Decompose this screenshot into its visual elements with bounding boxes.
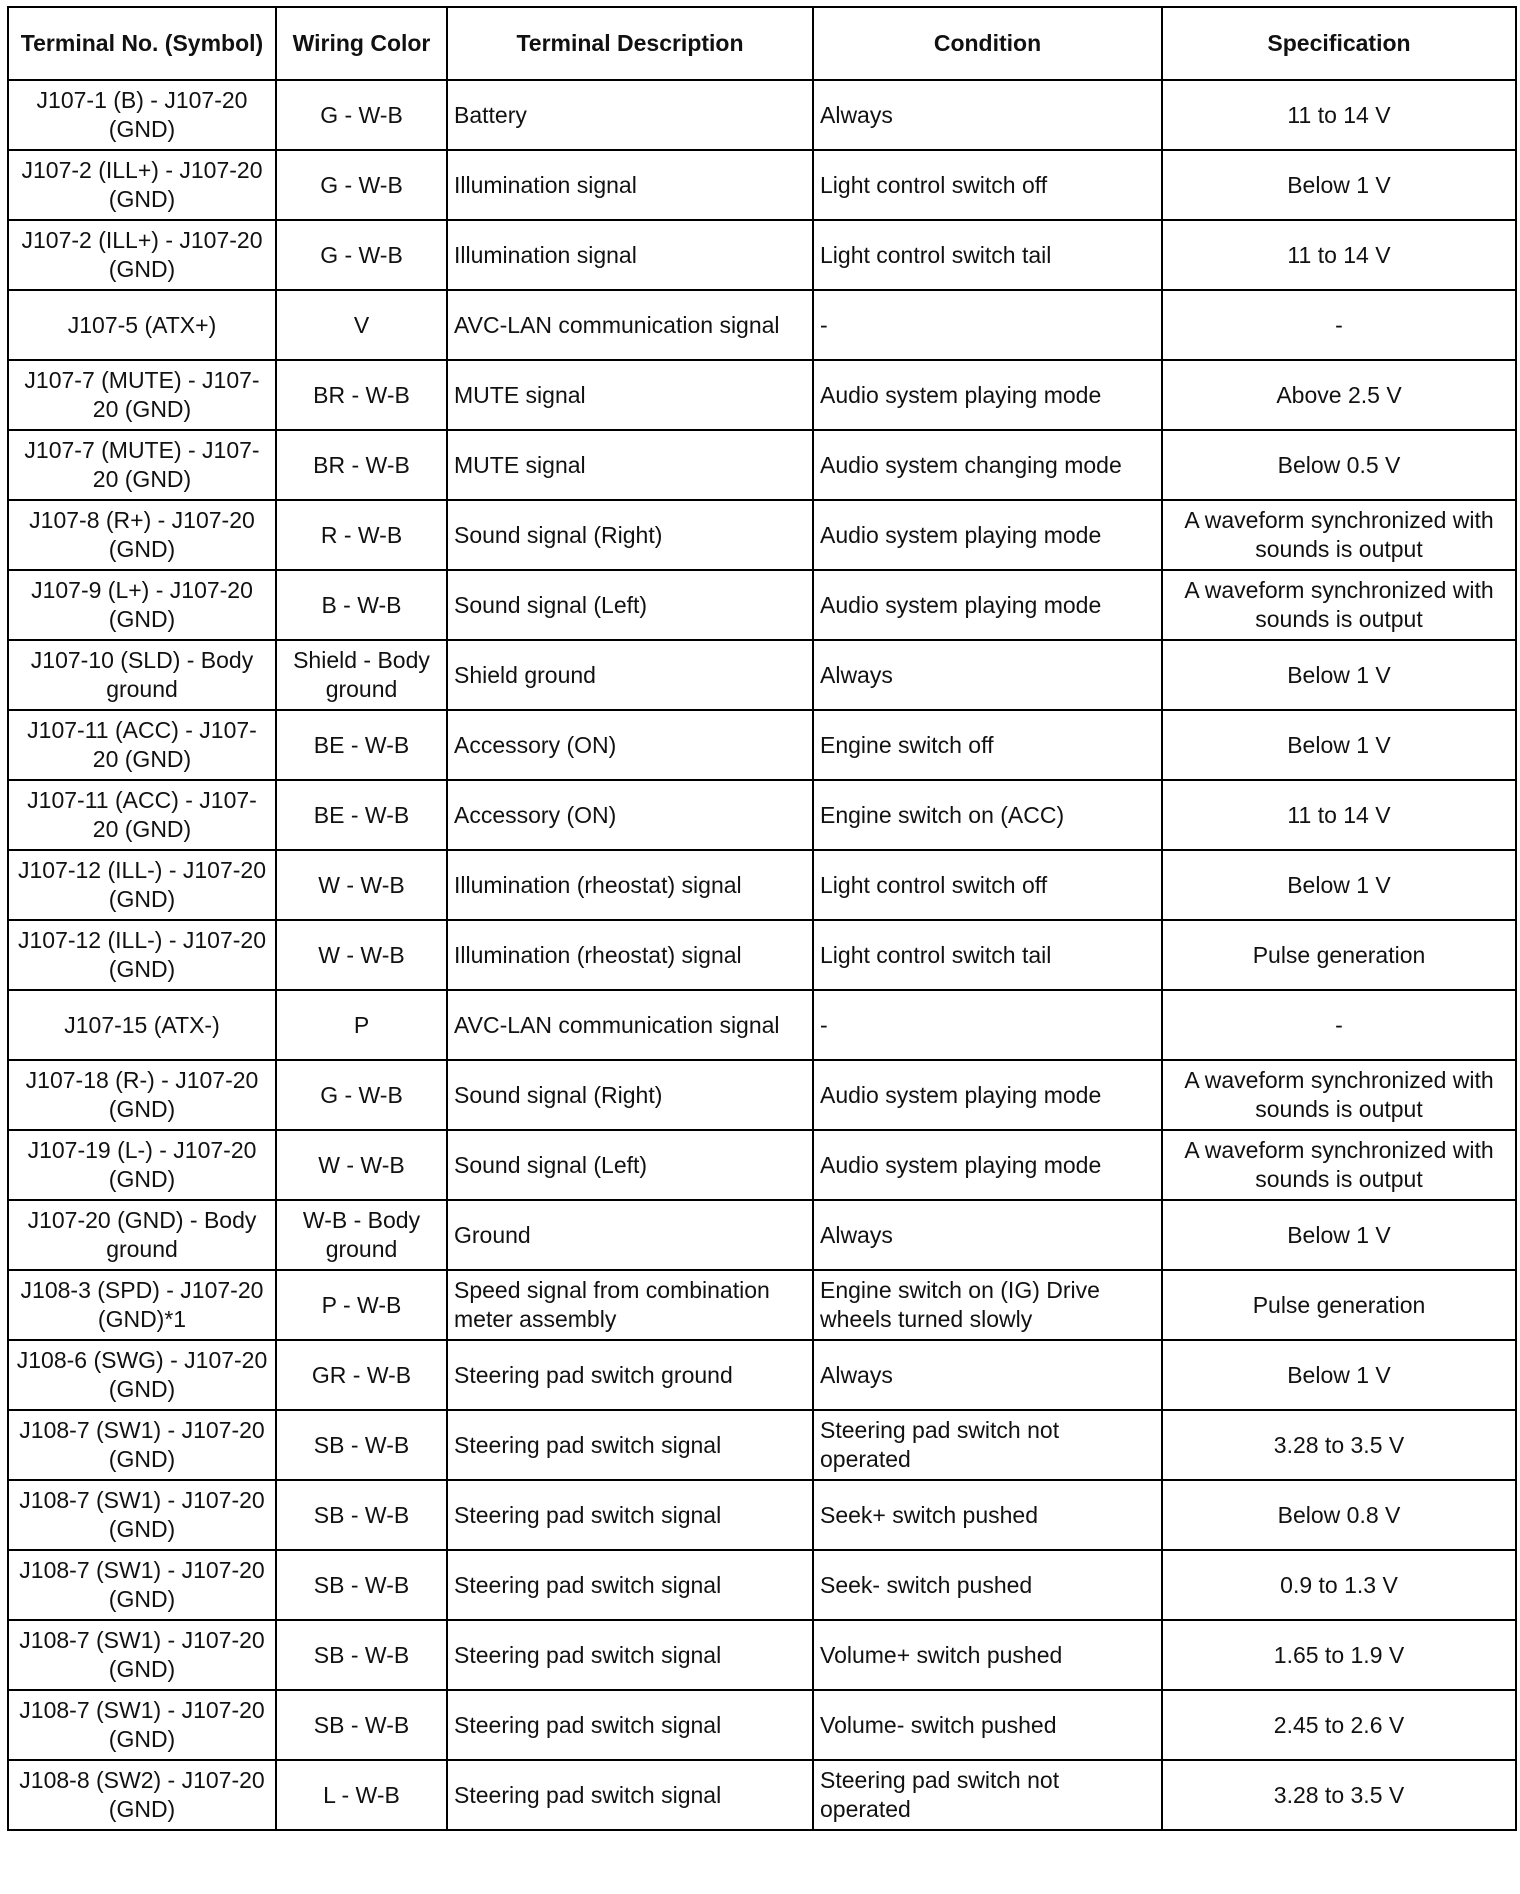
- specification-cell: Pulse generation: [1162, 920, 1516, 990]
- description-cell: Steering pad switch signal: [447, 1410, 813, 1480]
- specification-cell: 11 to 14 V: [1162, 220, 1516, 290]
- table-row: [8, 990, 1516, 1060]
- specification-cell: Below 1 V: [1162, 150, 1516, 220]
- wiring-color-cell: L - W-B: [276, 1760, 447, 1830]
- condition-cell: -: [813, 990, 1162, 1060]
- specification-cell: 3.28 to 3.5 V: [1162, 1760, 1516, 1830]
- table-row: [8, 1340, 1516, 1410]
- condition-cell: Audio system playing mode: [813, 1060, 1162, 1130]
- description-cell: Battery: [447, 80, 813, 150]
- description-cell: Steering pad switch ground: [447, 1340, 813, 1410]
- table-row: [8, 150, 1516, 220]
- description-cell: Sound signal (Left): [447, 570, 813, 640]
- table-row: [8, 1760, 1516, 1830]
- specification-cell: 0.9 to 1.3 V: [1162, 1550, 1516, 1620]
- table-row: [8, 1620, 1516, 1690]
- specification-cell: -: [1162, 290, 1516, 360]
- terminal-cell: J107-11 (ACC) - J107-20 (GND): [8, 710, 276, 780]
- terminal-cell: J107-20 (GND) - Body ground: [8, 1200, 276, 1270]
- header-terminal-description: Terminal Description: [447, 7, 813, 80]
- description-cell: MUTE signal: [447, 360, 813, 430]
- wiring-color-cell: GR - W-B: [276, 1340, 447, 1410]
- terminal-cell: J107-7 (MUTE) - J107-20 (GND): [8, 430, 276, 500]
- table-row: [8, 360, 1516, 430]
- description-cell: Illumination (rheostat) signal: [447, 850, 813, 920]
- terminal-cell: J107-15 (ATX-): [8, 990, 276, 1060]
- description-cell: Illumination signal: [447, 150, 813, 220]
- wiring-color-cell: P: [276, 990, 447, 1060]
- wiring-color-cell: SB - W-B: [276, 1480, 447, 1550]
- terminal-cell: J107-5 (ATX+): [8, 290, 276, 360]
- description-cell: Accessory (ON): [447, 780, 813, 850]
- header-wiring-color: Wiring Color: [276, 7, 447, 80]
- header-condition: Condition: [813, 7, 1162, 80]
- terminal-cell: J107-9 (L+) - J107-20 (GND): [8, 570, 276, 640]
- specification-cell: 1.65 to 1.9 V: [1162, 1620, 1516, 1690]
- table-header: [8, 7, 1516, 80]
- specification-cell: 11 to 14 V: [1162, 780, 1516, 850]
- condition-cell: Light control switch tail: [813, 920, 1162, 990]
- specification-cell: Below 1 V: [1162, 1340, 1516, 1410]
- wiring-color-cell: BE - W-B: [276, 710, 447, 780]
- terminal-cell: J108-7 (SW1) - J107-20 (GND): [8, 1620, 276, 1690]
- wiring-color-cell: W - W-B: [276, 1130, 447, 1200]
- wiring-color-cell: W - W-B: [276, 850, 447, 920]
- wiring-color-cell: W - W-B: [276, 920, 447, 990]
- terminal-cell: J108-8 (SW2) - J107-20 (GND): [8, 1760, 276, 1830]
- wiring-color-cell: G - W-B: [276, 150, 447, 220]
- terminal-cell: J108-3 (SPD) - J107-20 (GND)*1: [8, 1270, 276, 1340]
- condition-cell: Volume- switch pushed: [813, 1690, 1162, 1760]
- table-row: [8, 430, 1516, 500]
- wiring-color-cell: BR - W-B: [276, 360, 447, 430]
- terminal-cell: J108-7 (SW1) - J107-20 (GND): [8, 1550, 276, 1620]
- wiring-color-cell: SB - W-B: [276, 1620, 447, 1690]
- terminal-cell: J107-2 (ILL+) - J107-20 (GND): [8, 220, 276, 290]
- table-row: [8, 220, 1516, 290]
- wiring-color-cell: R - W-B: [276, 500, 447, 570]
- wiring-color-cell: P - W-B: [276, 1270, 447, 1340]
- condition-cell: Steering pad switch not operated: [813, 1760, 1162, 1830]
- condition-cell: Audio system playing mode: [813, 1130, 1162, 1200]
- description-cell: Sound signal (Right): [447, 1060, 813, 1130]
- specification-cell: Below 0.8 V: [1162, 1480, 1516, 1550]
- terminal-cell: J107-12 (ILL-) - J107-20 (GND): [8, 850, 276, 920]
- terminal-cell: J107-7 (MUTE) - J107-20 (GND): [8, 360, 276, 430]
- terminal-cell: J107-11 (ACC) - J107-20 (GND): [8, 780, 276, 850]
- specification-cell: A waveform synchronized with sounds is output: [1162, 570, 1516, 640]
- wiring-color-cell: V: [276, 290, 447, 360]
- condition-cell: Audio system playing mode: [813, 500, 1162, 570]
- condition-cell: Always: [813, 1340, 1162, 1410]
- description-cell: AVC-LAN communication signal: [447, 290, 813, 360]
- wiring-color-cell: G - W-B: [276, 80, 447, 150]
- table-row: [8, 1200, 1516, 1270]
- wiring-color-cell: W-B - Body ground: [276, 1200, 447, 1270]
- header-specification: Specification: [1162, 7, 1516, 80]
- description-cell: Steering pad switch signal: [447, 1550, 813, 1620]
- condition-cell: Engine switch on (ACC): [813, 780, 1162, 850]
- description-cell: Illumination signal: [447, 220, 813, 290]
- specification-cell: Above 2.5 V: [1162, 360, 1516, 430]
- description-cell: Ground: [447, 1200, 813, 1270]
- condition-cell: Seek- switch pushed: [813, 1550, 1162, 1620]
- terminal-cell: J108-7 (SW1) - J107-20 (GND): [8, 1410, 276, 1480]
- specification-cell: A waveform synchronized with sounds is output: [1162, 500, 1516, 570]
- description-cell: Steering pad switch signal: [447, 1690, 813, 1760]
- table-row: [8, 1130, 1516, 1200]
- terminal-cell: J108-7 (SW1) - J107-20 (GND): [8, 1690, 276, 1760]
- wiring-color-cell: Shield - Body ground: [276, 640, 447, 710]
- table-row: [8, 1690, 1516, 1760]
- table-body: [8, 80, 1516, 1830]
- specification-cell: A waveform synchronized with sounds is output: [1162, 1130, 1516, 1200]
- condition-cell: Volume+ switch pushed: [813, 1620, 1162, 1690]
- condition-cell: Light control switch tail: [813, 220, 1162, 290]
- terminal-cell: J107-8 (R+) - J107-20 (GND): [8, 500, 276, 570]
- specification-cell: Below 1 V: [1162, 850, 1516, 920]
- condition-cell: Always: [813, 640, 1162, 710]
- specification-cell: -: [1162, 990, 1516, 1060]
- condition-cell: Light control switch off: [813, 850, 1162, 920]
- table-row: [8, 710, 1516, 780]
- specification-cell: Below 1 V: [1162, 640, 1516, 710]
- wiring-color-cell: SB - W-B: [276, 1550, 447, 1620]
- terminal-cell: J108-7 (SW1) - J107-20 (GND): [8, 1480, 276, 1550]
- description-cell: AVC-LAN communication signal: [447, 990, 813, 1060]
- terminal-spec-table: [7, 6, 1517, 1831]
- table-row: [8, 640, 1516, 710]
- wiring-color-cell: BR - W-B: [276, 430, 447, 500]
- table-row: [8, 920, 1516, 990]
- specification-cell: 11 to 14 V: [1162, 80, 1516, 150]
- table-row: [8, 80, 1516, 150]
- terminal-cell: J107-10 (SLD) - Body ground: [8, 640, 276, 710]
- condition-cell: Audio system changing mode: [813, 430, 1162, 500]
- description-cell: MUTE signal: [447, 430, 813, 500]
- table-row: [8, 1550, 1516, 1620]
- terminal-cell: J107-2 (ILL+) - J107-20 (GND): [8, 150, 276, 220]
- specification-cell: 3.28 to 3.5 V: [1162, 1410, 1516, 1480]
- table-row: [8, 850, 1516, 920]
- description-cell: Accessory (ON): [447, 710, 813, 780]
- table-row: [8, 1270, 1516, 1340]
- header-terminal: Terminal No. (Symbol): [8, 7, 276, 80]
- terminal-cell: J107-19 (L-) - J107-20 (GND): [8, 1130, 276, 1200]
- header-row: [8, 7, 1516, 80]
- wiring-color-cell: G - W-B: [276, 220, 447, 290]
- description-cell: Steering pad switch signal: [447, 1760, 813, 1830]
- description-cell: Illumination (rheostat) signal: [447, 920, 813, 990]
- condition-cell: Always: [813, 1200, 1162, 1270]
- table-row: [8, 780, 1516, 850]
- specification-cell: Below 0.5 V: [1162, 430, 1516, 500]
- description-cell: Sound signal (Left): [447, 1130, 813, 1200]
- table-row: [8, 1410, 1516, 1480]
- condition-cell: Seek+ switch pushed: [813, 1480, 1162, 1550]
- wiring-color-cell: SB - W-B: [276, 1690, 447, 1760]
- condition-cell: Audio system playing mode: [813, 360, 1162, 430]
- terminal-cell: J107-1 (B) - J107-20 (GND): [8, 80, 276, 150]
- specification-cell: Below 1 V: [1162, 710, 1516, 780]
- condition-cell: Engine switch on (IG) Drive wheels turned slowly: [813, 1270, 1162, 1340]
- table-row: [8, 500, 1516, 570]
- description-cell: Steering pad switch signal: [447, 1620, 813, 1690]
- condition-cell: Light control switch off: [813, 150, 1162, 220]
- specification-cell: A waveform synchronized with sounds is output: [1162, 1060, 1516, 1130]
- description-cell: Sound signal (Right): [447, 500, 813, 570]
- wiring-color-cell: B - W-B: [276, 570, 447, 640]
- specification-cell: Below 1 V: [1162, 1200, 1516, 1270]
- wiring-color-cell: SB - W-B: [276, 1410, 447, 1480]
- specification-cell: 2.45 to 2.6 V: [1162, 1690, 1516, 1760]
- description-cell: Speed signal from combination meter assembly: [447, 1270, 813, 1340]
- wiring-color-cell: BE - W-B: [276, 780, 447, 850]
- table-row: [8, 570, 1516, 640]
- condition-cell: Engine switch off: [813, 710, 1162, 780]
- condition-cell: -: [813, 290, 1162, 360]
- specification-cell: Pulse generation: [1162, 1270, 1516, 1340]
- terminal-cell: J107-18 (R-) - J107-20 (GND): [8, 1060, 276, 1130]
- table-row: [8, 1060, 1516, 1130]
- wiring-color-cell: G - W-B: [276, 1060, 447, 1130]
- terminal-cell: J107-12 (ILL-) - J107-20 (GND): [8, 920, 276, 990]
- condition-cell: Audio system playing mode: [813, 570, 1162, 640]
- description-cell: Steering pad switch signal: [447, 1480, 813, 1550]
- condition-cell: Always: [813, 80, 1162, 150]
- table-row: [8, 1480, 1516, 1550]
- table-row: [8, 290, 1516, 360]
- condition-cell: Steering pad switch not operated: [813, 1410, 1162, 1480]
- description-cell: Shield ground: [447, 640, 813, 710]
- terminal-cell: J108-6 (SWG) - J107-20 (GND): [8, 1340, 276, 1410]
